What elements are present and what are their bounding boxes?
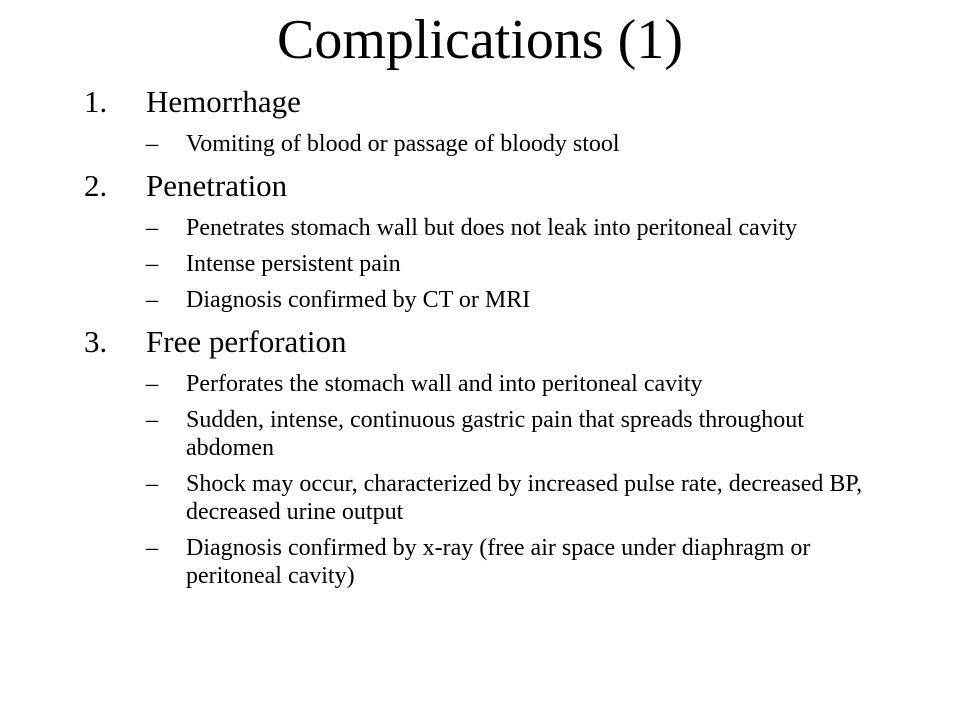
- sub-bullet-text: Intense persistent pain: [186, 251, 401, 277]
- sub-bullet: [0, 286, 960, 314]
- sub-bullet-text: Diagnosis confirmed by x-ray (free air space under diaphragm or peritoneal cavity): [186, 535, 811, 589]
- sub-bullet-dash: –: [146, 471, 158, 497]
- sub-bullet-text: Perforates the stomach wall and into peritoneal cavity: [186, 371, 703, 397]
- list-item-penetration: [0, 166, 960, 314]
- item-number: 1.: [84, 84, 108, 119]
- sub-bullet-text: Shock may occur, characterized by increased pulse rate, decreased BP, decreased urine output: [186, 471, 863, 525]
- slide-content: [0, 82, 960, 598]
- sub-bullet-dash: –: [146, 371, 158, 397]
- sub-bullet-dash: –: [146, 215, 158, 241]
- sub-bullet-dash: –: [146, 287, 158, 313]
- sub-bullet: [0, 370, 960, 398]
- slide-title: Complications (1): [277, 9, 683, 71]
- sub-bullet: [0, 214, 960, 242]
- sub-bullet: [0, 534, 960, 590]
- sub-bullet-dash: –: [146, 251, 158, 277]
- sub-bullet-text: Vomiting of blood or passage of bloody stool: [186, 131, 620, 157]
- sub-bullet-text: Diagnosis confirmed by CT or MRI: [186, 287, 531, 313]
- sub-bullet-dash: –: [146, 131, 158, 157]
- sub-bullet: [0, 470, 960, 526]
- sub-bullet: [0, 250, 960, 278]
- sub-bullet-text: Sudden, intense, continuous gastric pain that spreads throughout abdomen: [186, 407, 804, 461]
- list-item-free-perforation: [0, 322, 960, 590]
- item-label: Hemorrhage: [146, 84, 301, 119]
- item-number: 3.: [84, 324, 108, 359]
- sub-bullet-dash: –: [146, 407, 158, 433]
- sub-bullet-text: Penetrates stomach wall but does not leak into peritoneal cavity: [186, 215, 798, 241]
- sub-bullet: [0, 130, 960, 158]
- sub-bullet-dash: –: [146, 535, 158, 561]
- sub-bullet: [0, 406, 960, 462]
- item-label: Free perforation: [146, 324, 347, 359]
- item-number: 2.: [84, 168, 108, 203]
- list-item-hemorrhage: [0, 82, 960, 158]
- item-label: Penetration: [146, 168, 288, 203]
